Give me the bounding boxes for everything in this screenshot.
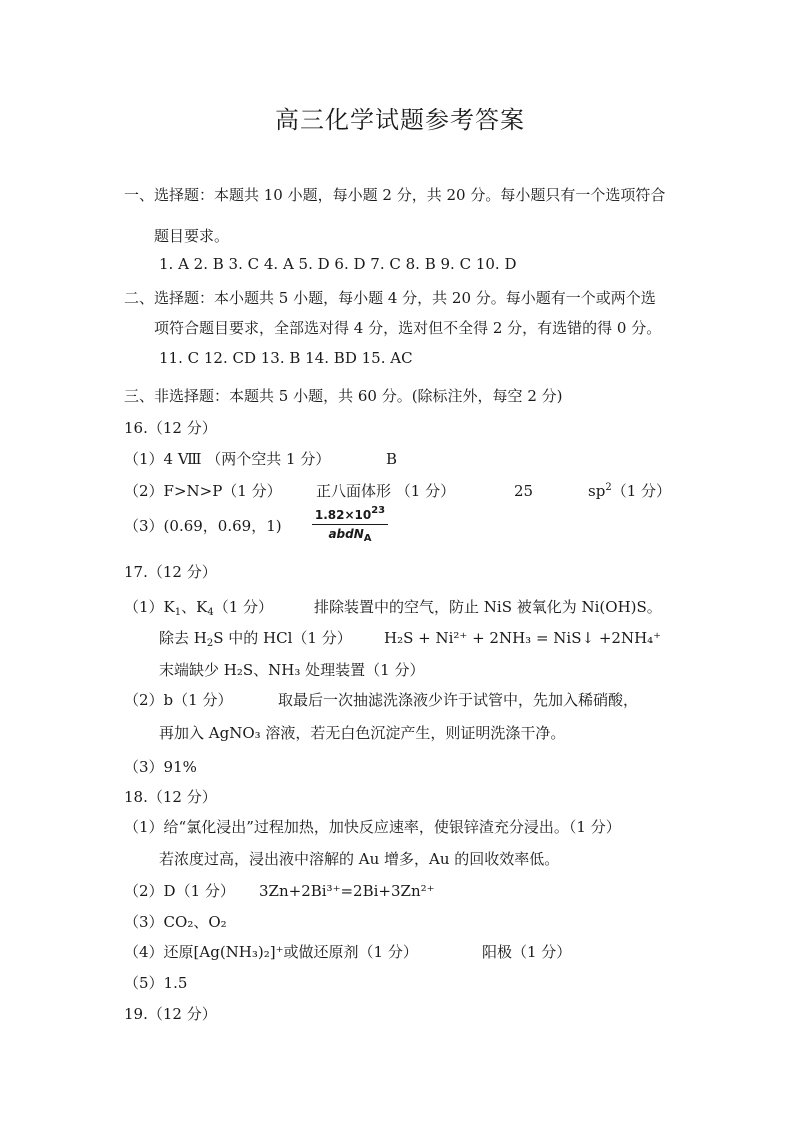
q18-part4-electrode: 阳极（1 分） bbox=[482, 943, 572, 961]
q17-part2-answer: （2）b（1 分） bbox=[124, 691, 233, 709]
q18-part5-answer: （5）1.5 bbox=[124, 974, 188, 992]
q16-part3-coords: （3）(0.69，0.69，1) bbox=[124, 517, 282, 535]
q18-part1-cont: 若浓度过高，浸出液中溶解的 Au 增多，Au 的回收效率低。 bbox=[159, 850, 560, 868]
page-title: 高三化学试题参考答案 bbox=[275, 106, 525, 134]
density-formula: $1.82\times 10^{23}$ abdN$_A$ bbox=[312, 508, 388, 541]
sec3-line1: 三、非选择题：本题共 5 小题，共 60 分。(除标注外，每空 2 分) bbox=[124, 387, 563, 405]
sec1-line2: 题目要求。 bbox=[154, 227, 230, 245]
q16-part2-number: 25 bbox=[514, 482, 534, 500]
q16-part1-answer: （1）4 Ⅷ （两个空共 1 分） bbox=[124, 450, 331, 468]
q17-heading: 17.（12 分） bbox=[124, 563, 217, 581]
q19-heading: 19.（12 分） bbox=[124, 1005, 217, 1023]
sec1-line1: 一、选择题：本题共 10 小题，每小题 2 分，共 20 分。每小题只有一个选项符合 bbox=[124, 186, 666, 204]
q17-part3-answer: （3）91% bbox=[124, 758, 197, 776]
sec1-answers: 1. A 2. B 3. C 4. A 5. D 6. D 7. C 8. B 9. C 10. D bbox=[159, 255, 517, 273]
q18-part2-answer: （2）D（1 分） bbox=[124, 882, 235, 900]
q18-part4-answer: （4）还原[Ag(NH₃)₂]⁺或做还原剂（1 分） bbox=[124, 943, 418, 961]
q17-part1-equation: H₂S + Ni²⁺ + 2NH₃ = NiS↓ +2NH₄⁺ bbox=[384, 629, 662, 647]
q16-part2-shape: 正八面体形 （1 分） bbox=[316, 482, 456, 500]
q18-part3-answer: （3）CO₂、O₂ bbox=[124, 913, 227, 931]
q18-part2-equation: 3Zn+2Bi³⁺=2Bi+3Zn²⁺ bbox=[259, 882, 435, 900]
q16-part1-choice: B bbox=[386, 450, 398, 468]
q16-part2-hybrid: $sp^2(1$ 分） bbox=[588, 482, 671, 500]
q17-part1-reason: 排除装置中的空气，防止 NiS 被氧化为 Ni(OH)S。 bbox=[314, 598, 662, 616]
sec2-answers: 11. C 12. CD 13. B 14. BD 15. AC bbox=[159, 349, 413, 367]
q17-part1-hcl: 除去 $H_2S$ 中的 HCl（1 分） bbox=[159, 629, 352, 649]
q18-heading: 18.（12 分） bbox=[124, 788, 217, 806]
q17-part2-method: 取最后一次抽滤洗涤液少许于试管中，先加入稀硝酸， bbox=[278, 691, 639, 709]
q17-part1-valves: $(1)K_1$、$K_4(1$ 分） bbox=[124, 598, 274, 618]
sec2-line1: 二、选择题：本小题共 5 小题，每小题 4 分，共 20 分。每小题有一个或两个选 bbox=[124, 289, 656, 307]
q16-part2-order: （2）F>N>P（1 分） bbox=[124, 482, 282, 500]
q17-part2-method-cont: 再加入 AgNO₃ 溶液，若无白色沉淀产生，则证明洗涤干净。 bbox=[159, 724, 566, 742]
q16-heading: 16.（12 分） bbox=[124, 419, 217, 437]
sec2-line2: 项符合题目要求，全部选对得 4 分，选对但不全得 2 分，有选错的得 0 分。 bbox=[154, 319, 662, 337]
q17-part1-missing: 末端缺少 H₂S、NH₃ 处理装置（1 分） bbox=[159, 661, 425, 679]
q18-part1-answer: （1）给“氯化浸出”过程加热，加快反应速率，使银锌渣充分浸出。（1 分） bbox=[124, 818, 621, 836]
